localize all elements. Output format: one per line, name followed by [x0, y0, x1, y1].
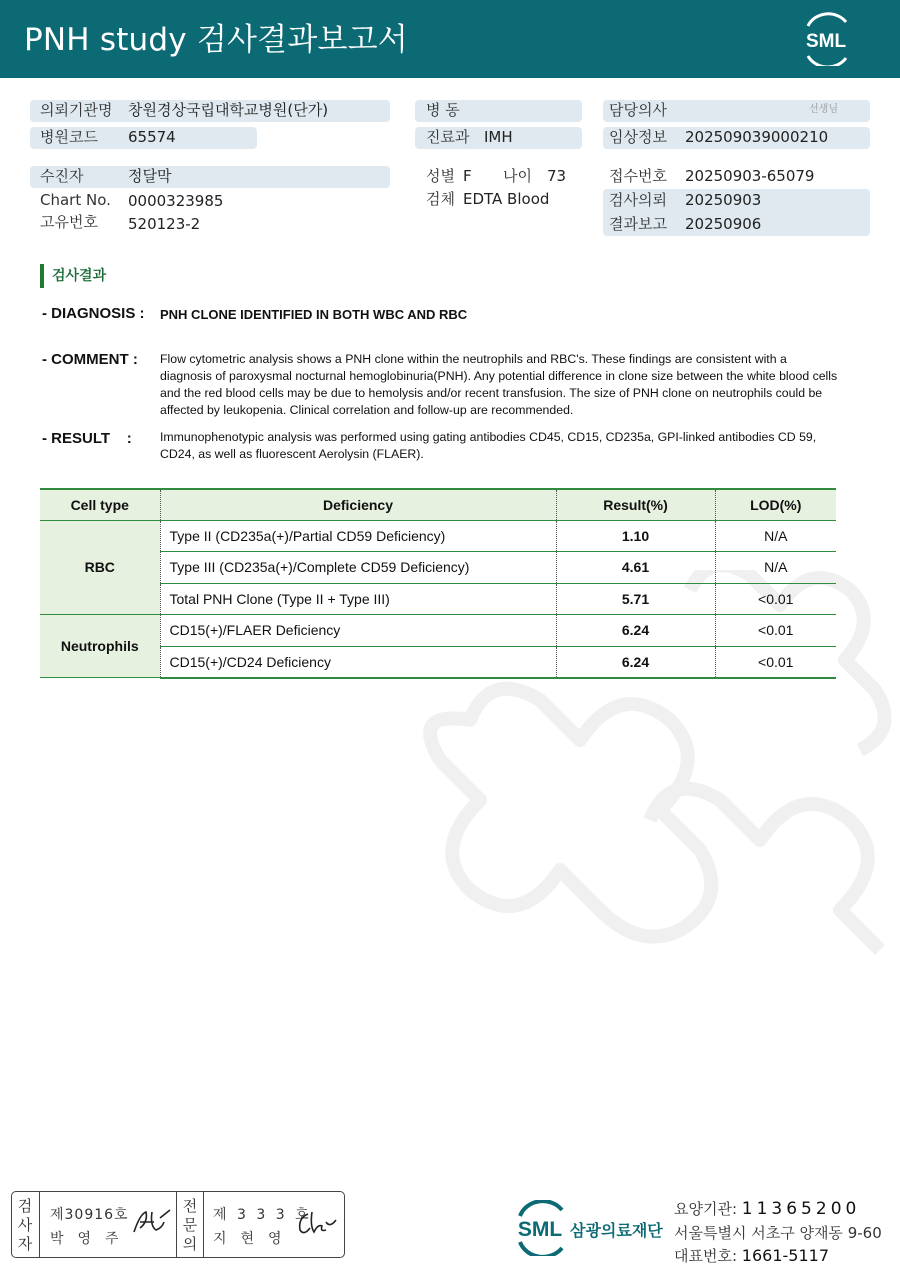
test-request-label: 검사의뢰: [609, 191, 667, 209]
request-org-value: 창원경상국립대학교병원(단가): [128, 101, 329, 119]
doctor-suffix: 선생님: [809, 104, 838, 115]
dept-label: 진료과: [426, 128, 470, 146]
result-label: - RESULT :: [42, 430, 132, 447]
diagnosis-text: PNH CLONE IDENTIFIED IN BOTH WBC AND RBC: [160, 307, 468, 322]
result-cell: 5.71: [556, 583, 715, 615]
header-lod: LOD(%): [715, 489, 836, 520]
uid-label: 고유번호: [40, 213, 98, 231]
specialist-signature-icon: [294, 1208, 338, 1240]
deficiency-cell: Type III (CD235a(+)/Complete CD59 Deficiency): [160, 552, 556, 584]
phone-value: 1661-5117: [741, 1246, 830, 1265]
footer-logo-text: SML: [517, 1218, 563, 1241]
report-date-value: 20250906: [685, 215, 762, 233]
deficiency-cell: CD15(+)/CD24 Deficiency: [160, 646, 556, 678]
header-result: Result(%): [556, 489, 715, 520]
result-cell: 6.24: [556, 615, 715, 647]
dept-value: IMH: [484, 128, 513, 146]
tester-label-char: 자: [17, 1235, 33, 1253]
sml-logo: [796, 12, 856, 66]
result-cell: 6.24: [556, 646, 715, 678]
patient-value: 정달막: [128, 167, 172, 185]
tester-license-no: 제30916호: [50, 1207, 129, 1223]
diagnosis-label: - DIAGNOSIS :: [42, 305, 145, 322]
specimen-value: EDTA Blood: [463, 190, 550, 208]
signature-box: [11, 1191, 345, 1258]
group-rbc: RBC: [40, 520, 160, 615]
divider: [203, 1192, 204, 1257]
table-row: [40, 646, 836, 678]
chart-label: Chart No.: [40, 191, 111, 209]
patient-row: [30, 166, 390, 188]
tester-signature-icon: [130, 1206, 174, 1238]
sex-value: F: [463, 167, 472, 185]
comment-text: Flow cytometric analysis shows a PNH clone within the neutrophils and RBC's. These findings are consistent with a diagnosis of paroxysmal nocturnal hemoglobinuria(PNH). Any potential difference in clone size between the white blood cells and the red blood cells may be due to hemolysis and/or recent transfusion. The size of PNH clone on neutrophils could be affected by leukopenia. Clinical correlation and follow-up are recommended.: [160, 352, 838, 417]
report-header: [0, 0, 900, 78]
footer-sml-logo: [510, 1200, 572, 1256]
test-request-value: 20250903: [685, 191, 762, 209]
deficiency-cell: Total PNH Clone (Type II + Type III): [160, 583, 556, 615]
section-title: 검사결과: [40, 264, 106, 288]
age-value: 73: [547, 167, 567, 185]
clinical-value: 202509039000210: [685, 128, 829, 146]
logo-text: SML: [805, 31, 847, 52]
group-neutrophils: Neutrophils: [40, 615, 160, 678]
receipt-label: 접수번호: [609, 167, 667, 185]
sex-label: 성별: [426, 167, 455, 185]
results-table: [40, 488, 836, 679]
care-institution: [674, 1198, 860, 1219]
table-row: [40, 520, 836, 552]
patient-label: 수진자: [40, 167, 84, 185]
table-row: [40, 552, 836, 584]
table-row: [40, 583, 836, 615]
receipt-value: 20250903-65079: [685, 167, 815, 185]
phone-label: 대표번호:: [674, 1247, 738, 1265]
result-text: Immunophenotypic analysis was performed using gating antibodies CD45, CD15, CD235a, GPI-linked antibodies CD 59, CD24, as well as fluorescent Aerolysin (FLAER).: [160, 430, 817, 461]
header-cell-type: Cell type: [40, 489, 160, 520]
report-date-label: 결과보고: [609, 215, 667, 233]
specimen-label: 검체: [426, 190, 455, 208]
hospital-code-label: 병원코드: [40, 128, 98, 146]
deficiency-cell: CD15(+)/FLAER Deficiency: [160, 615, 556, 647]
specialist-name: 지현영: [213, 1231, 296, 1247]
specialist-label-char: 문: [182, 1216, 198, 1234]
tester-label-char: 사: [17, 1216, 33, 1234]
specialist-license-no: 제 3 3 3 호: [213, 1207, 312, 1223]
ward-label: 병 동: [426, 101, 460, 119]
request-org-label: 의뢰기관명: [40, 101, 113, 119]
divider: [176, 1192, 177, 1257]
header-deficiency: Deficiency: [160, 489, 556, 520]
divider: [39, 1192, 40, 1257]
doctor-label: 담당의사: [609, 101, 667, 119]
specialist-label-char: 전: [182, 1197, 198, 1215]
tester-name: 박영주: [50, 1231, 133, 1247]
age-label: 나이: [503, 167, 532, 185]
lod-cell: <0.01: [715, 646, 836, 678]
clinical-label: 임상정보: [609, 128, 667, 146]
lod-cell: <0.01: [715, 615, 836, 647]
report-title: PNH study 검사결과보고서: [24, 22, 408, 58]
lod-cell: N/A: [715, 520, 836, 552]
lod-cell: <0.01: [715, 583, 836, 615]
footer-org-name: 삼광의료재단: [570, 1221, 663, 1240]
hospital-code-value: 65574: [128, 128, 176, 146]
table-row: [40, 615, 836, 647]
chart-value: 0000323985: [128, 192, 224, 210]
specialist-label-char: 의: [182, 1235, 198, 1253]
uid-value: 520123-2: [128, 215, 201, 233]
phone: [674, 1245, 829, 1266]
specialist-vertical-label: [179, 1197, 201, 1254]
tester-label-char: 검: [17, 1197, 33, 1215]
deficiency-cell: Type II (CD235a(+)/Partial CD59 Deficiency): [160, 520, 556, 552]
result-cell: 1.10: [556, 520, 715, 552]
address: 서울특별시 서초구 양재동 9-60: [674, 1224, 882, 1242]
care-number: 11365200: [741, 1199, 861, 1219]
care-label: 요양기관:: [674, 1200, 738, 1218]
table-header-row: [40, 489, 836, 520]
comment-label: - COMMENT :: [42, 351, 138, 368]
tester-vertical-label: [14, 1197, 36, 1254]
lod-cell: N/A: [715, 552, 836, 584]
result-cell: 4.61: [556, 552, 715, 584]
